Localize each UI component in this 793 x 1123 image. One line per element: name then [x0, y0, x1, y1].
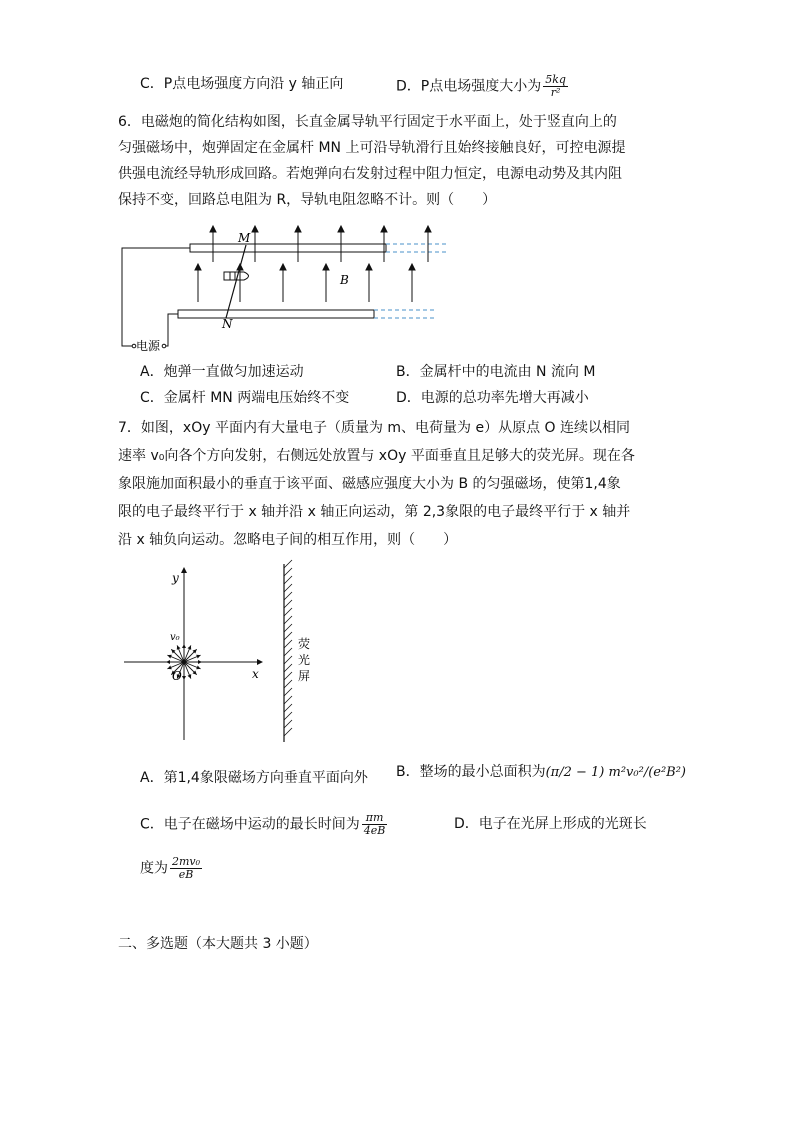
screen-hatch-line	[284, 624, 292, 632]
q5-option-d-numerator: 5kq	[545, 73, 566, 86]
screen-hatch-line	[284, 696, 292, 704]
q6-option-c: C．金属杆 MN 两端电压始终不变	[140, 390, 350, 406]
q7-option-d-continued	[140, 856, 204, 881]
label-b: B	[340, 273, 349, 287]
label-v0: v₀	[170, 632, 180, 643]
screen-hatch-line	[284, 728, 292, 736]
screen-hatch-line	[284, 608, 292, 616]
screen-label: 荧光屏	[298, 637, 311, 683]
q7-option-c-fraction	[362, 812, 388, 837]
velocity-arrow	[171, 649, 184, 662]
q7-stem-line-5: 沿 x 轴负向运动。忽略电子间的相互作用，则（ ）	[118, 532, 458, 548]
q7-option-c-numerator: πm	[362, 812, 388, 825]
screen-hatch-line	[284, 720, 292, 728]
q7-option-d-denominator: eB	[178, 868, 194, 881]
screen-hatch-line	[284, 568, 292, 576]
screen-hatch-line	[284, 632, 292, 640]
screen-hatch-line	[284, 664, 292, 672]
q6-option-b: B．金属杆中的电流由 N 流向 M	[396, 364, 596, 380]
q7-option-d-text-2: 度为	[140, 860, 168, 877]
q6-option-d: D．电源的总功率先增大再减小	[396, 390, 589, 406]
q7-option-c-text: C．电子在磁场中运动的最长时间为	[140, 816, 360, 833]
q7-stem-line-3: 象限施加面积最小的垂直于该平面、磁感应强度大小为 B 的匀强磁场，使第1,4象	[118, 476, 621, 492]
screen-hatch-line	[284, 680, 292, 688]
q7-option-c-denominator: 4eB	[363, 824, 386, 837]
screen-hatch-line	[284, 616, 292, 624]
velocity-arrow	[184, 662, 197, 675]
q7-option-d: D．电子在光屏上形成的光斑长	[454, 816, 647, 832]
q7-option-b	[396, 762, 686, 783]
label-power-source: 电源	[136, 339, 161, 353]
label-m: M	[238, 231, 251, 245]
screen-hatch-line	[284, 584, 292, 592]
screen-hatch-line	[284, 600, 292, 608]
screen-hatch-line	[284, 656, 292, 664]
q7-option-a: A．第1,4象限磁场方向垂直平面向外	[140, 770, 368, 786]
screen-hatch-line	[284, 704, 292, 712]
screen-hatch-line	[284, 640, 292, 648]
q6-stem-line-1: 6．电磁炮的简化结构如图，长直金属导轨平行固定于水平面上，处于竖直向上的	[118, 114, 617, 130]
q5-option-d-denominator: r²	[550, 86, 561, 99]
label-o: O	[172, 669, 182, 683]
q7-stem-line-4: 限的电子最终平行于 x 轴并沿 x 轴正向运动，第 2,3象限的电子最终平行于 x 轴并	[118, 504, 631, 520]
screen-hatch-line	[284, 592, 292, 600]
q6-stem-line-2: 匀强磁场中，炮弹固定在金属杆 MN 上可沿导轨滑行且始终接触良好，可控电源提	[118, 140, 626, 156]
screen-hatch-line	[284, 560, 292, 568]
q7-option-b-text: B．整场的最小总面积为	[396, 764, 546, 780]
section-2-title: 二、多选题（本大题共 3 小题）	[118, 936, 318, 952]
screen-hatch-line	[284, 688, 292, 696]
q7-option-d-fraction	[170, 856, 202, 881]
q5-option-d-text: D．P点电场强度大小为	[396, 78, 542, 95]
screen-hatch-line	[284, 712, 292, 720]
q7-stem-line-1: 7．如图，xOy 平面内有大量电子（质量为 m、电荷量为 e）从原点 O 连续以相同	[118, 420, 631, 436]
q6-stem-line-4: 保持不变，回路总电阻为 R，导轨电阻忽略不计。则（ ）	[118, 192, 497, 208]
q7-stem-line-2: 速率 v₀向各个方向发射，右侧远处放置与 xOy 平面垂直且足够大的荧光屏。现在各	[118, 448, 635, 464]
q5-option-c: C．P点电场强度方向沿 y 轴正向	[140, 76, 344, 92]
label-n: N	[222, 317, 233, 331]
screen-hatch-line	[284, 672, 292, 680]
q6-option-a: A．炮弹一直做匀加速运动	[140, 364, 304, 380]
screen-hatch-line	[284, 576, 292, 584]
q7-option-b-expression: (π/2 − 1) m²v₀²/(e²B²)	[545, 765, 687, 780]
label-y: y	[172, 571, 179, 585]
label-x: x	[252, 667, 259, 681]
q7-option-c	[140, 812, 389, 837]
screen-hatch-line	[284, 648, 292, 656]
velocity-arrow	[184, 649, 197, 662]
q6-stem-line-3: 供强电流经导轨形成回路。若炮弹向右发射过程中阻力恒定，电源电动势及其内阻	[118, 166, 622, 182]
q7-option-d-numerator: 2mv₀	[172, 855, 201, 868]
